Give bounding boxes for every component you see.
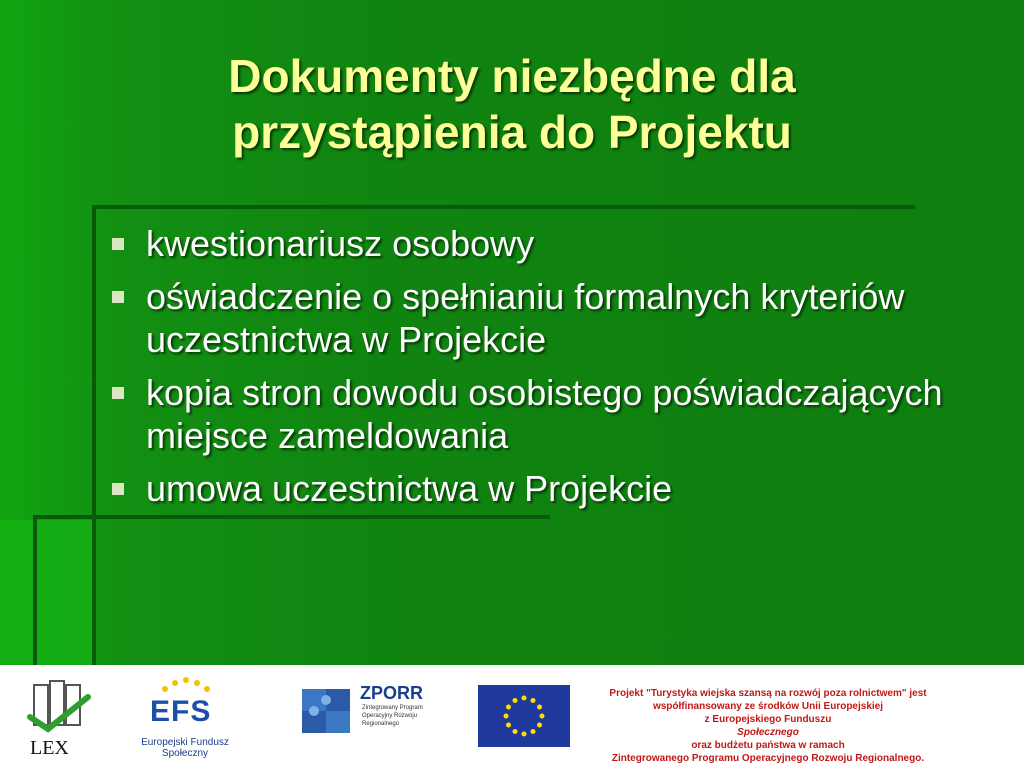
zporr-title: ZPORR — [360, 683, 423, 703]
lex-label: LEX — [30, 737, 69, 759]
bullet-icon — [112, 387, 124, 399]
efs-logo — [120, 675, 250, 760]
list-item — [112, 467, 1012, 510]
zporr-subtitle: Zintegrowany Program Operacyjny Rozwoju Regionalnego — [362, 705, 423, 727]
list-item — [112, 222, 1012, 265]
project-line-italic: Społecznego — [737, 727, 799, 738]
decor-panel — [0, 520, 95, 665]
project-info — [583, 687, 953, 765]
decor-line — [95, 205, 915, 209]
eu-stars-icon — [478, 685, 570, 747]
project-line-part: z Europejskiego Funduszu — [704, 714, 832, 725]
bullet-text: kopia stron dowodu osobistego poświadczających miejsce zameldowania — [146, 372, 943, 456]
title-line: przystąpienia do Projektu — [232, 106, 792, 158]
project-line — [583, 713, 953, 752]
slide-title — [40, 48, 984, 160]
lex-logo — [26, 677, 96, 762]
project-line: współfinansowany ze środków Unii Europejskiej — [652, 701, 884, 712]
star-arc-icon — [120, 675, 250, 695]
project-line-part: oraz budżetu państwa w ramach — [691, 740, 845, 751]
footer-bar — [0, 665, 1024, 768]
decor-line — [92, 205, 96, 665]
bullet-icon — [112, 483, 124, 495]
efs-letters: EFS — [150, 695, 212, 728]
project-line: Zintegrowanego Programu Operacyjnego Rozwoju Regionalnego. — [611, 753, 925, 764]
decor-line — [33, 515, 37, 665]
zporr-logo — [298, 683, 438, 743]
bullet-list — [112, 222, 1012, 520]
title-line: Dokumenty niezbędne dla — [228, 50, 796, 102]
efs-caption: Europejski Fundusz Społeczny — [141, 737, 229, 759]
eu-flag — [478, 685, 570, 747]
puzzle-icon — [298, 683, 356, 739]
bullet-text: kwestionariusz osobowy — [146, 223, 535, 264]
list-item — [112, 275, 1012, 361]
lex-people-icon — [26, 677, 96, 737]
bullet-icon — [112, 291, 124, 303]
bullet-icon — [112, 238, 124, 250]
list-item — [112, 371, 1012, 457]
project-line: Projekt "Turystyka wiejska szansą na rozwój poza rolnictwem" jest — [609, 688, 927, 699]
bullet-text: oświadczenie o spełnianiu formalnych kryteriów uczestnictwa w Projekcie — [146, 276, 905, 360]
bullet-text: umowa uczestnictwa w Projekcie — [146, 468, 673, 509]
